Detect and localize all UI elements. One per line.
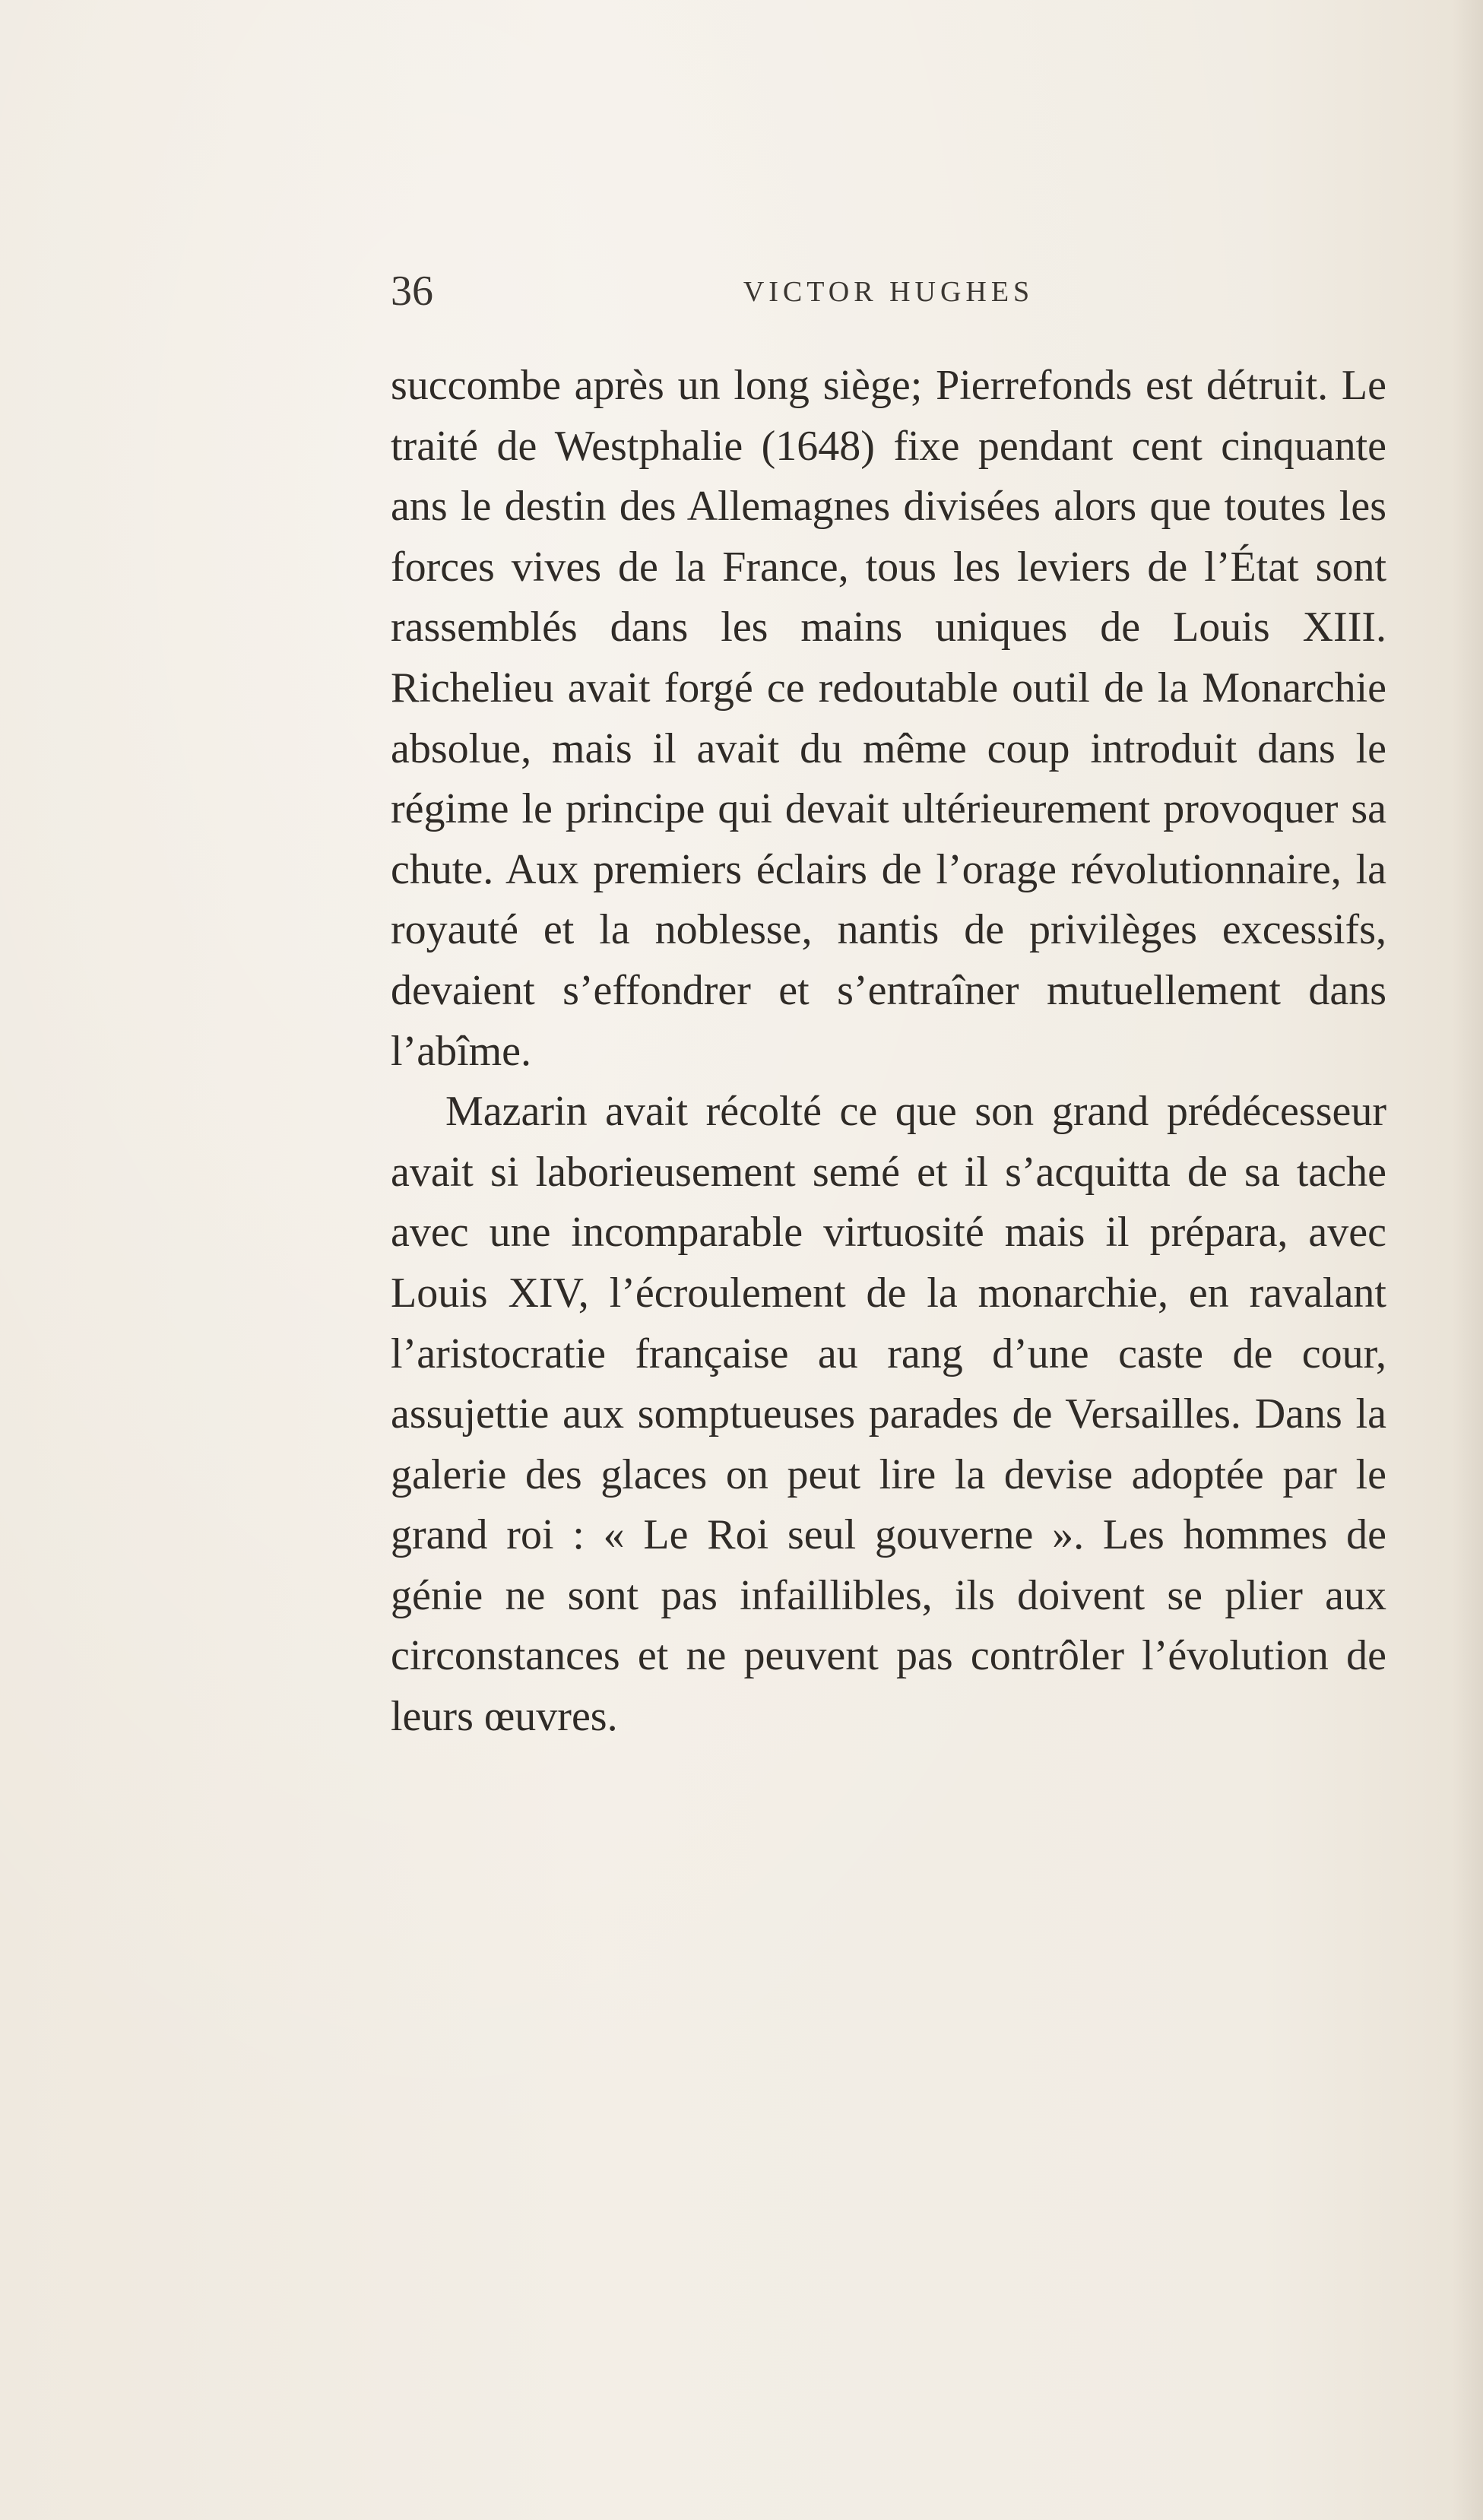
running-head: VICTOR HUGHES — [743, 276, 1035, 308]
paragraph-2: Mazarin avait récolté ce que son grand prédécesseur avait si laborieusement semé et il s’acquitta de sa tache avec une incomparable virtuosité mais il prépara, avec Louis XIV, l’écroulement de la monarchie, en ravalant l’aristocratie française au rang d’une caste de cour, assujettie aux somptueuses parades de Versailles. Dans la galerie des glaces on peut lire la devise adoptée par le grand roi : « Le Roi seul gouverne ». Les hommes de génie ne sont pas infaillibles, ils doivent se plier aux circonstances et ne peuvent pas contrôler l’évolution de leurs œuvres. — [391, 1088, 1386, 1741]
page-edge-shadow — [1453, 0, 1483, 2520]
page-header — [391, 265, 1386, 325]
page-number: 36 — [391, 268, 433, 315]
paragraph-1: succombe après un long siège; Pierrefonds est détruit. Le traité de Westphalie (1648) fixe pendant cent cinquante ans le destin des Allemagnes divisées alors que toutes les forces vives de la France, tous les leviers de l’État sont rassemblés dans les mains uniques de Louis XIII. Richelieu avait forgé ce redoutable outil de la Monarchie absolue, mais il avait du même coup introduit dans le régime le principe qui devait ultérieurement provoquer sa chute. Aux premiers éclairs de l’orage révolutionnaire, la royauté et la noblesse, nantis de privilèges excessifs, devaient s’effondrer et s’entraîner mutuellement dans l’abîme. — [391, 362, 1386, 1075]
body-text — [391, 356, 1386, 1748]
